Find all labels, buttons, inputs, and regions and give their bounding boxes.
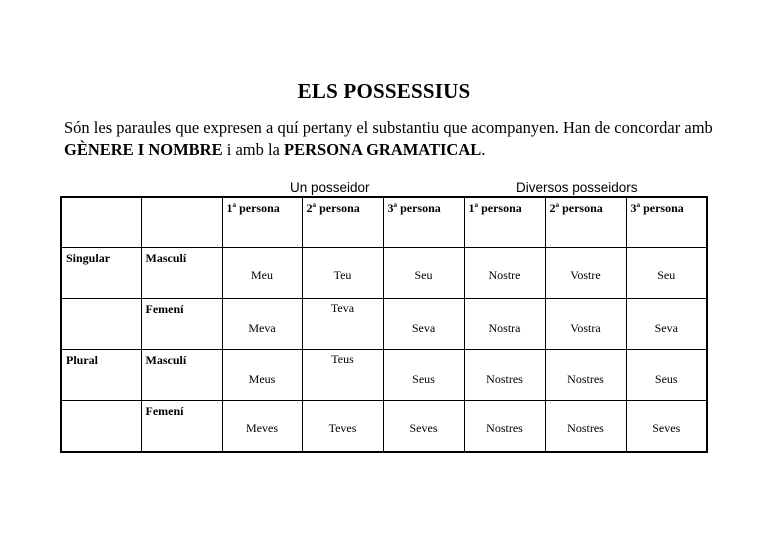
cell-value: Teu	[333, 268, 352, 282]
table-cell	[464, 350, 545, 401]
table-cell	[626, 299, 707, 350]
cell-value: Nostres	[567, 421, 604, 435]
table-cell	[222, 248, 302, 299]
header-cell: 2ª persona	[302, 197, 383, 248]
cell-value: Nostra	[488, 321, 521, 335]
cell-value: Seva	[654, 321, 678, 335]
table-cell	[383, 401, 464, 453]
table-row	[61, 299, 707, 350]
table-row	[61, 248, 707, 299]
cell-value: Teves	[328, 421, 357, 435]
table-cell	[383, 248, 464, 299]
number-label: Singular	[61, 248, 141, 299]
intro-bold-person: PERSONA GRAMATICAL	[284, 140, 482, 159]
cell-value: Nostres	[486, 421, 523, 435]
table-cell	[302, 401, 383, 453]
number-label	[61, 401, 141, 453]
intro-text: i amb la	[222, 140, 285, 159]
gender-label: Femení	[141, 401, 222, 453]
header-cell: 1ª persona	[222, 197, 302, 248]
intro-bold-gender-number: GÈNERE I NOMBRE	[64, 140, 223, 159]
page-title: ELS POSSESSIUS	[297, 79, 471, 103]
cell-value: Seva	[411, 321, 436, 335]
cell-value: Seus	[412, 372, 435, 386]
cell-value: Seus	[654, 372, 678, 386]
cell-value: Meu	[251, 268, 273, 282]
table-cell	[222, 299, 302, 350]
table-cell	[545, 350, 626, 401]
cell-value: Vostra	[570, 321, 601, 335]
cell-value: Meves	[246, 421, 278, 435]
cell-value: Seu	[414, 268, 433, 282]
intro-text: Són les paraules que expresen a quí pertany el substantiu que acompanyen. Han de concordar amb	[64, 118, 713, 137]
table-cell	[545, 248, 626, 299]
cell-value: Nostres	[486, 372, 523, 386]
number-label	[61, 299, 141, 350]
group-label-many-possessors: Diversos posseidors	[516, 180, 638, 195]
header-cell: 3ª persona	[383, 197, 464, 248]
intro-text: .	[481, 140, 486, 159]
table-cell	[141, 197, 222, 248]
gender-label: Masculí	[141, 350, 222, 401]
table-cell	[545, 401, 626, 453]
cell-value: Nostre	[488, 268, 521, 282]
table-cell	[626, 401, 707, 453]
table-cell	[222, 401, 302, 453]
table-cell	[464, 248, 545, 299]
cell-value: Seves	[409, 421, 438, 435]
cell-value: Vostre	[570, 268, 601, 282]
cell-value: Meva	[248, 321, 276, 335]
gender-label: Femení	[141, 299, 222, 350]
cell-value: Meus	[248, 372, 276, 386]
cell-value: Teva	[330, 301, 355, 315]
table-header-row	[61, 197, 707, 248]
table-cell	[61, 197, 141, 248]
table-cell	[302, 350, 383, 401]
table-row	[61, 350, 707, 401]
table-cell	[464, 401, 545, 453]
header-cell: 2ª persona	[545, 197, 626, 248]
table-row	[61, 401, 707, 453]
table-cell	[545, 299, 626, 350]
table-cell	[626, 248, 707, 299]
table-cell	[626, 350, 707, 401]
possessives-table	[60, 196, 708, 453]
number-label: Plural	[61, 350, 141, 401]
cell-value: Teus	[331, 352, 354, 366]
cell-value: Nostres	[567, 372, 604, 386]
gender-label: Masculí	[141, 248, 222, 299]
cell-value: Seves	[652, 421, 681, 435]
table-cell	[464, 299, 545, 350]
table-cell	[383, 299, 464, 350]
group-label-one-possessor: Un posseidor	[290, 180, 370, 195]
table-cell	[302, 299, 383, 350]
table-cell	[222, 350, 302, 401]
header-cell: 3ª persona	[626, 197, 707, 248]
table-cell	[302, 248, 383, 299]
table-cell	[383, 350, 464, 401]
intro-paragraph	[64, 117, 724, 161]
header-cell: 1ª persona	[464, 197, 545, 248]
cell-value: Seu	[657, 268, 676, 282]
